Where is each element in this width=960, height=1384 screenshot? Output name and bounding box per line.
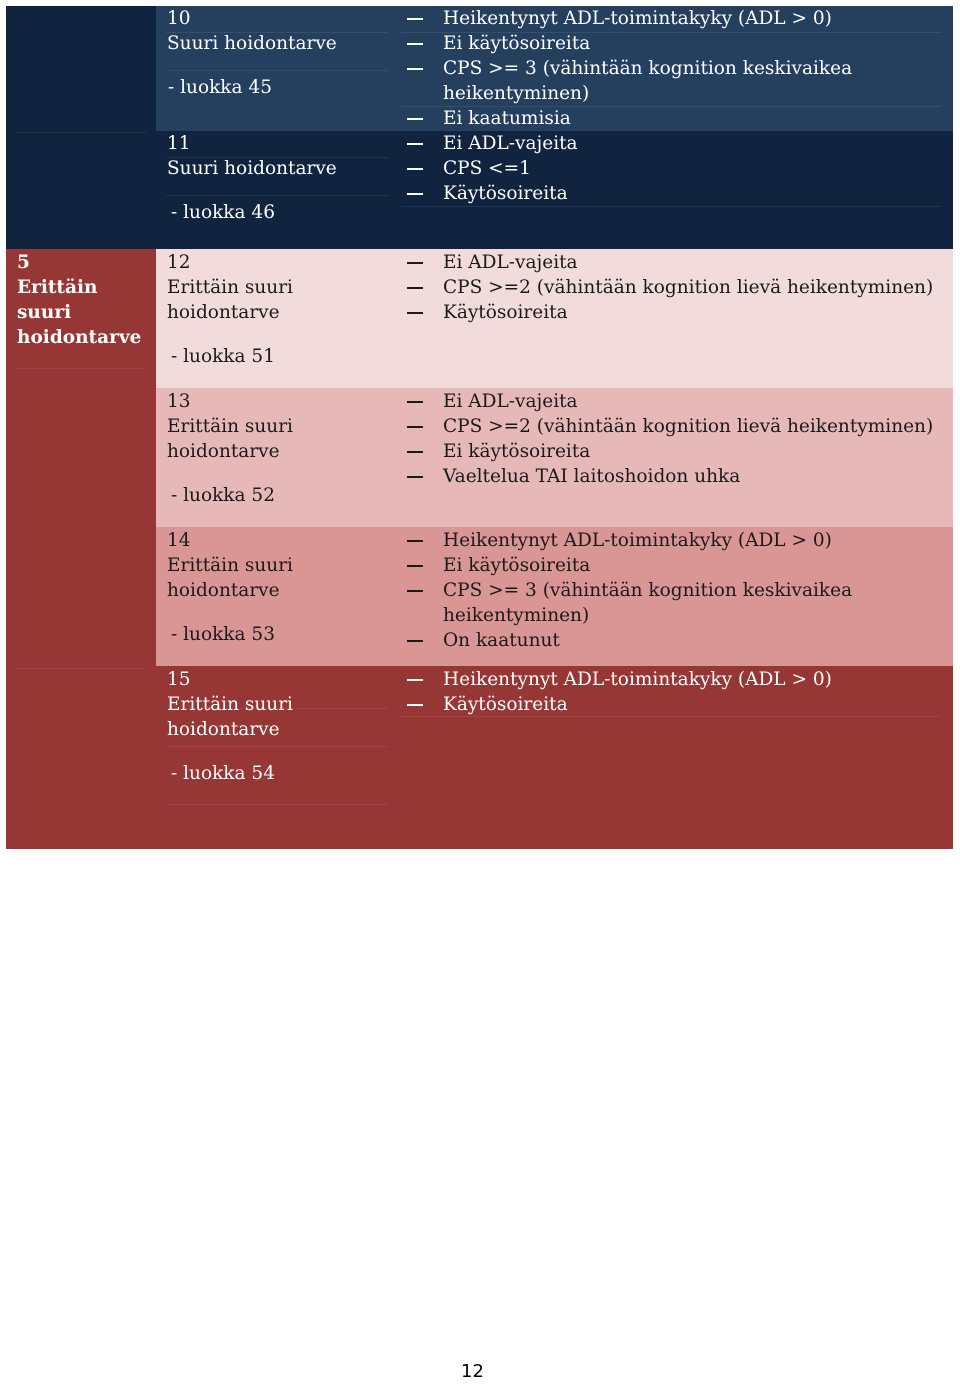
row-id: 14	[167, 530, 191, 551]
row-15-criteria	[443, 667, 832, 717]
criterion: Heikentynyt ADL-toimintakyky (ADL > 0)	[443, 667, 832, 692]
criterion: Ei ADL-vajeita	[443, 131, 578, 156]
row-id: 13	[167, 391, 191, 412]
dash-bullet	[407, 118, 423, 120]
dash-bullet	[407, 143, 423, 145]
criterion: Ei ADL-vajeita	[443, 250, 933, 275]
row-id: 15	[167, 669, 191, 690]
row-need: Suuri hoidontarve	[167, 158, 337, 179]
group-title-line: Erittäin	[17, 277, 98, 298]
dash-bullet	[407, 193, 423, 195]
criterion: Käytösoireita	[443, 300, 933, 325]
dash-bullet	[407, 287, 423, 289]
dash-bullet	[407, 401, 423, 403]
row-10-criteria	[443, 6, 852, 131]
criterion-continuation: heikentyminen)	[443, 83, 590, 104]
row-class: - luokka 52	[171, 485, 275, 506]
row-need: Erittäin suuri	[167, 416, 293, 437]
dash-bullet	[407, 590, 423, 592]
criterion: Käytösoireita	[443, 181, 578, 206]
criterion: On kaatunut	[443, 628, 852, 653]
row-id: 12	[167, 252, 191, 273]
dash-bullet	[407, 68, 423, 70]
row-class: - luokka 54	[171, 763, 275, 784]
row-10-label	[167, 6, 337, 100]
row-class: - luokka 45	[168, 77, 272, 98]
dash-bullet	[407, 476, 423, 478]
row-class: - luokka 51	[171, 346, 275, 367]
group-title-line: hoidontarve	[17, 327, 142, 348]
criterion: Ei käytösoireita	[443, 553, 852, 578]
dash-bullet	[407, 312, 423, 314]
row-12-criteria	[443, 250, 933, 325]
row-need: hoidontarve	[167, 719, 280, 740]
criterion: CPS >=2 (vähintään kognition lievä heikentyminen)	[443, 275, 933, 300]
row-15-label	[167, 667, 293, 786]
criterion: Vaeltelua TAI laitoshoidon uhka	[443, 464, 933, 489]
dash-bullet	[407, 565, 423, 567]
row-need: hoidontarve	[167, 302, 280, 323]
group-number: 5	[17, 252, 30, 273]
dash-bullet	[407, 679, 423, 681]
row-id: 11	[167, 133, 191, 154]
dash-bullet	[407, 426, 423, 428]
row-need: Erittäin suuri	[167, 277, 293, 298]
row-need: hoidontarve	[167, 580, 280, 601]
dash-bullet	[407, 18, 423, 20]
criterion: CPS >= 3 (vähintään kognition keskivaikea	[443, 56, 852, 81]
row-13-criteria	[443, 389, 933, 489]
classification-table	[6, 6, 953, 849]
row-14-criteria	[443, 528, 852, 653]
criterion: Käytösoireita	[443, 692, 832, 717]
criterion: CPS <=1	[443, 156, 578, 181]
row-id: 10	[167, 8, 191, 29]
group-title-line: suuri	[17, 302, 72, 323]
page-number: 12	[461, 1361, 484, 1382]
row-13-label	[167, 389, 293, 508]
row-need: Erittäin suuri	[167, 555, 293, 576]
row-class: - luokka 53	[171, 624, 275, 645]
row-11-label	[167, 131, 337, 225]
row-need: hoidontarve	[167, 441, 280, 462]
criterion: Ei käytösoireita	[443, 439, 933, 464]
dash-bullet	[407, 262, 423, 264]
criterion: CPS >= 3 (vähintään kognition keskivaikea	[443, 578, 852, 603]
criterion: CPS >=2 (vähintään kognition lievä heikentyminen)	[443, 414, 933, 439]
criterion-continuation: heikentyminen)	[443, 605, 590, 626]
dash-bullet	[407, 640, 423, 642]
row-12-label	[167, 250, 293, 369]
criterion: Heikentynyt ADL-toimintakyky (ADL > 0)	[443, 6, 852, 31]
dash-bullet	[407, 451, 423, 453]
dash-bullet	[407, 704, 423, 706]
row-11-criteria	[443, 131, 578, 206]
dash-bullet	[407, 43, 423, 45]
criterion: Ei kaatumisia	[443, 106, 852, 131]
criterion: Heikentynyt ADL-toimintakyky (ADL > 0)	[443, 528, 852, 553]
group-label	[17, 250, 141, 350]
row-need: Suuri hoidontarve	[167, 33, 337, 54]
criterion: Ei käytösoireita	[443, 31, 852, 56]
row-14-label	[167, 528, 293, 647]
dash-bullet	[407, 168, 423, 170]
criterion: Ei ADL-vajeita	[443, 389, 933, 414]
row-need: Erittäin suuri	[167, 694, 293, 715]
row-class: - luokka 46	[171, 202, 275, 223]
dash-bullet	[407, 540, 423, 542]
